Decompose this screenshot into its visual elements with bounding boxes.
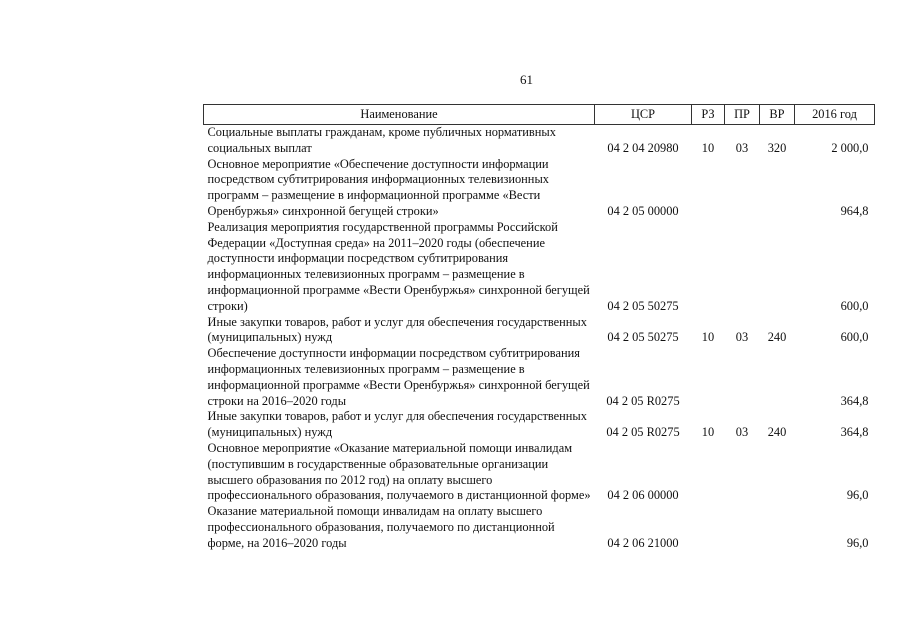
budget-table [203, 104, 875, 552]
row-vr [760, 346, 795, 409]
row-vr [760, 220, 795, 315]
row-rz [692, 346, 725, 409]
row-rz: 10 [701, 330, 715, 345]
row-name: Иные закупки товаров, работ и услуг для обеспечения государственных (муниципальных) нужд [207, 409, 587, 440]
row-sum: 600,0 [840, 330, 869, 345]
row-pr: 03 [735, 140, 749, 155]
row-name: Оказание материальной помощи инвалидам на оплату высшего профессионального образования, получаемого по дистанционной форме, на 2016–2020 годы [207, 504, 555, 550]
row-csr: 04 2 05 50275 [607, 330, 679, 345]
table-row [204, 157, 875, 220]
row-sum: 96,0 [846, 535, 869, 550]
row-rz [692, 220, 725, 315]
row-vr: 320 [767, 140, 787, 155]
row-rz [692, 157, 725, 220]
row-rz [692, 441, 725, 504]
row-name: Основное мероприятие «Оказание материальной помощи инвалидам (поступившим в государственные образовательные организации высшего образования по 2012 год) на оплату высшего профессионального образования, получаемого в дистанционной форме» [207, 440, 591, 503]
row-vr: 240 [767, 425, 787, 440]
table-row [204, 441, 875, 504]
row-rz: 10 [701, 140, 715, 155]
row-sum: 364,8 [840, 393, 869, 408]
table-row [204, 346, 875, 409]
row-csr: 04 2 05 R0275 [606, 425, 680, 440]
table-row [204, 125, 875, 157]
header-pr: ПР [725, 105, 760, 125]
row-name: Социальные выплаты гражданам, кроме публичных нормативных социальных выплат [207, 125, 556, 155]
header-vr: ВР [760, 105, 795, 125]
row-rz [692, 504, 725, 551]
header-year: 2016 год [795, 105, 875, 125]
table-header-row [204, 105, 875, 125]
row-pr [725, 441, 760, 504]
row-csr: 04 2 05 R0275 [606, 393, 680, 408]
row-vr: 240 [767, 330, 787, 345]
row-csr: 04 2 06 00000 [607, 488, 679, 503]
row-pr [725, 346, 760, 409]
header-csr: ЦСР [595, 105, 692, 125]
row-name: Реализация мероприятия государственной программы Российской Федерации «Доступная среда» на 2011–2020 годы (обеспечение доступности информации посредством субтитрирования информационных телевизионных программ – размещение в информационной программе «Вести Оренбуржья» синхронной бегущей строки) [207, 219, 590, 313]
table-row [204, 504, 875, 551]
row-sum: 600,0 [840, 298, 869, 313]
table-row [204, 409, 875, 441]
row-pr [725, 504, 760, 551]
row-csr: 04 2 06 21000 [607, 535, 679, 550]
page-number: 61 [520, 72, 533, 87]
header-name: Наименование [204, 105, 595, 125]
row-name: Основное мероприятие «Обеспечение доступности информации посредством субтитрирования информационных телевизионных программ – размещение в информационной программе «Вести Оренбуржья» синхронной бегущей строки» [207, 156, 549, 218]
row-pr: 03 [735, 425, 749, 440]
row-name: Обеспечение доступности информации посредством субтитрирования информационных телевизионных программ – размещение в информационной программе «Вести Оренбуржья» синхронной бегущей строки на 2016–2020 годы [207, 346, 590, 408]
row-name: Иные закупки товаров, работ и услуг для обеспечения государственных (муниципальных) нужд [207, 314, 587, 345]
row-pr: 03 [735, 330, 749, 345]
row-rz: 10 [701, 425, 715, 440]
row-sum: 364,8 [840, 425, 869, 440]
row-sum: 2 000,0 [831, 140, 869, 155]
header-rz: РЗ [692, 105, 725, 125]
table-row [204, 220, 875, 315]
row-csr: 04 2 04 20980 [607, 140, 679, 155]
row-sum: 96,0 [846, 488, 869, 503]
row-vr [760, 441, 795, 504]
row-csr: 04 2 05 00000 [607, 203, 679, 218]
row-csr: 04 2 05 50275 [607, 298, 679, 313]
row-pr [725, 220, 760, 315]
row-vr [760, 504, 795, 551]
table-row [204, 315, 875, 347]
row-sum: 964,8 [840, 203, 869, 218]
row-pr [725, 157, 760, 220]
row-vr [760, 157, 795, 220]
